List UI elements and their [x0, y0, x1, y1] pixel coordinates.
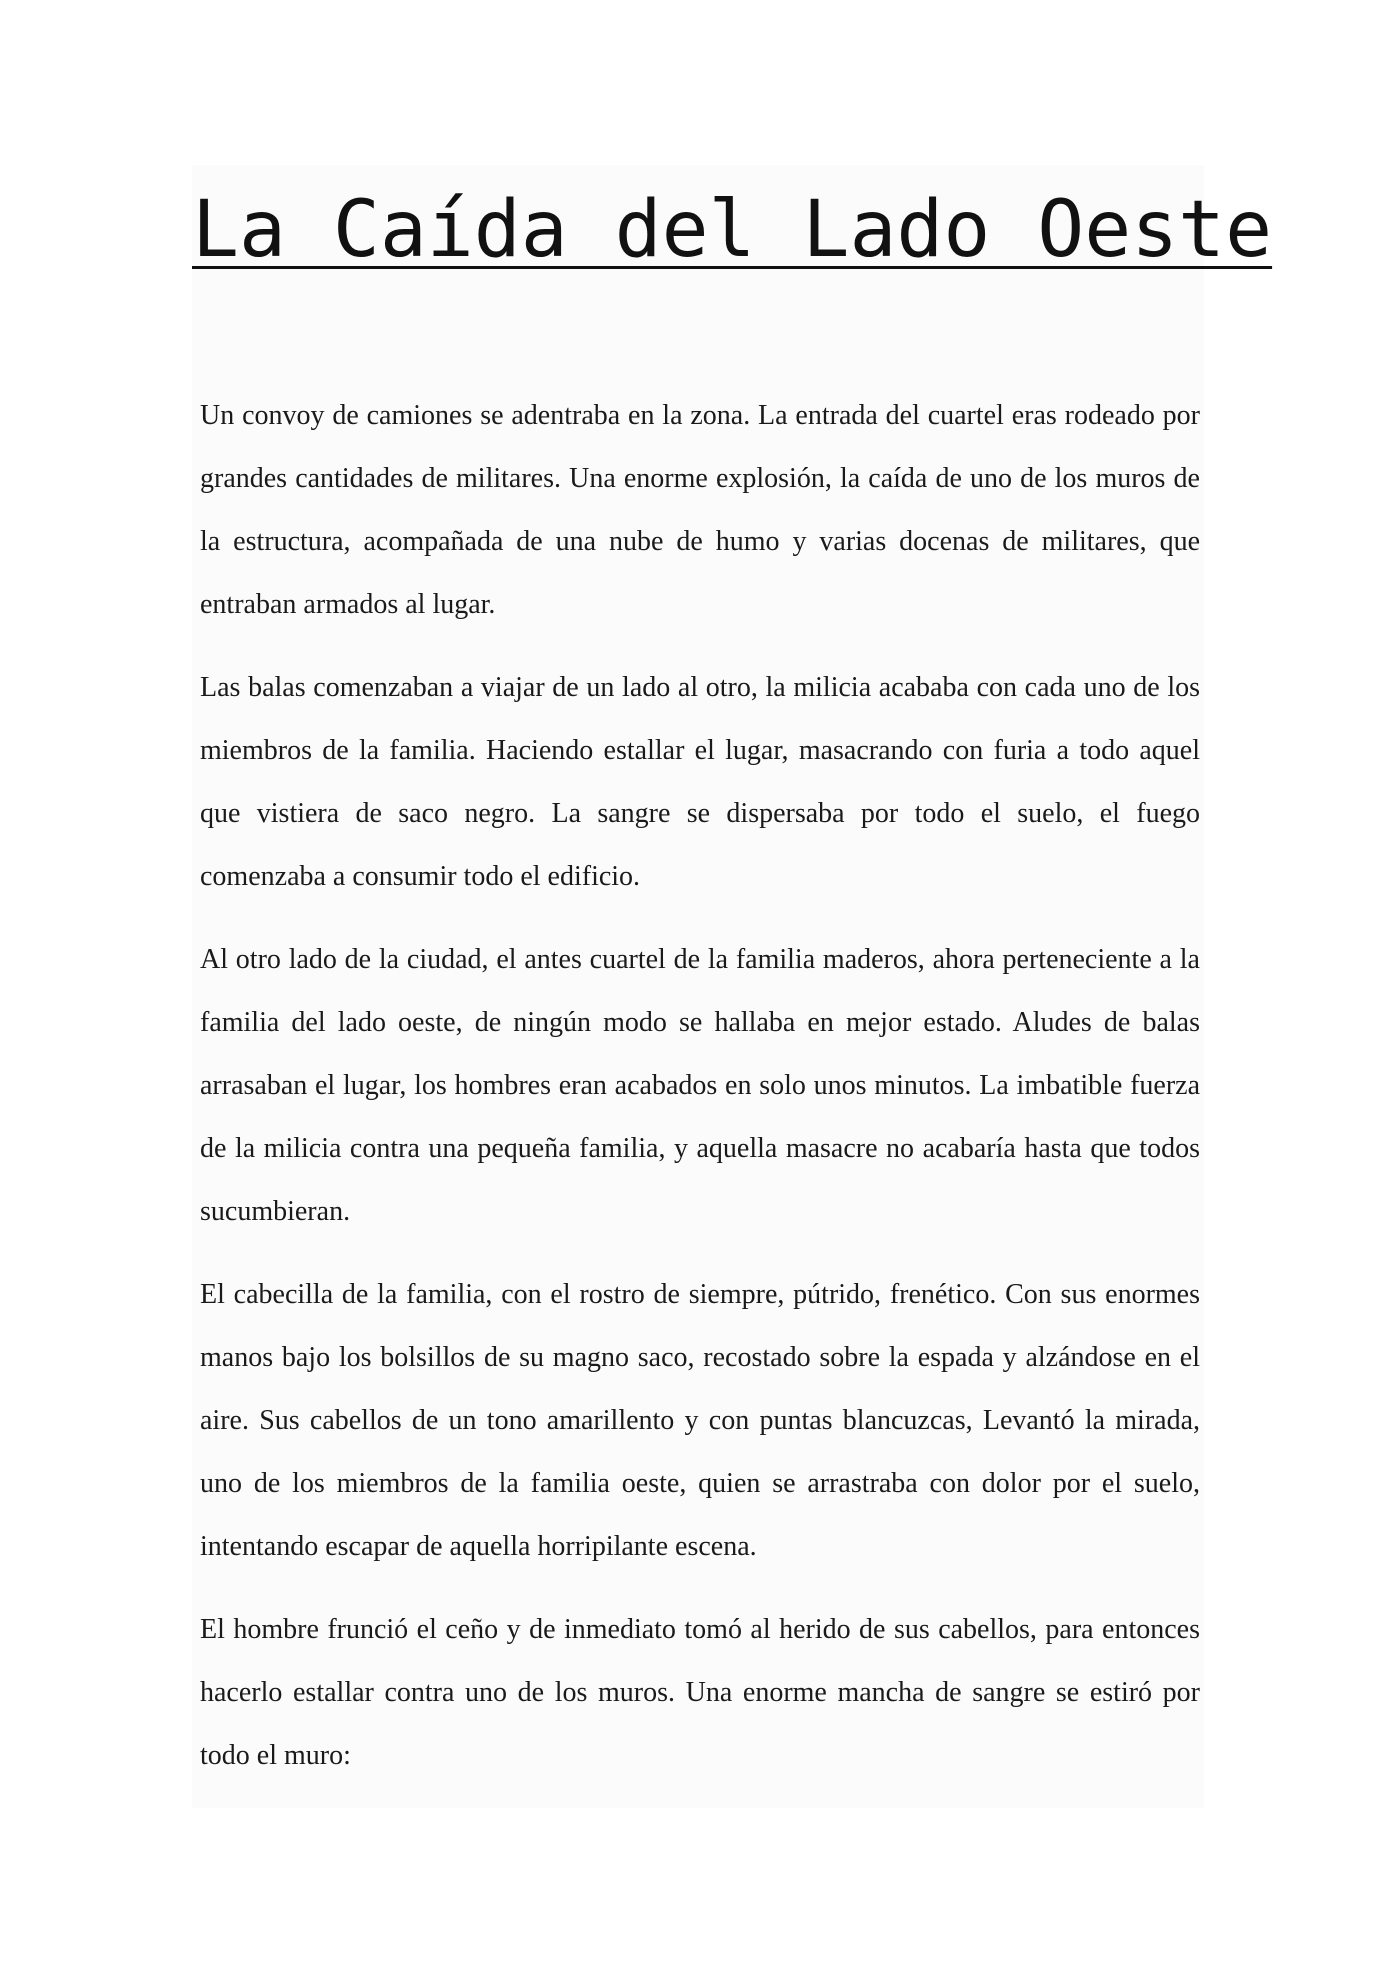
paragraph: El cabecilla de la familia, con el rostro de siempre, pútrido, frenético. Con sus enormes manos bajo los bolsillos de su magno saco, recostado sobre la espada y alzándose en el aire. Sus cabellos de un tono amarillento y con puntas blancuzcas, Levantó la mirada, uno de los miembros de la familia oeste, quien se arrastraba con dolor por el suelo, intentando escapar de aquella horripilante escena.: [200, 1279, 1200, 1562]
paragraph: Las balas comenzaban a viajar de un lado al otro, la milicia acababa con cada uno de los miembros de la familia. Haciendo estallar el lugar, masacrando con furia a todo aquel que vistiera de saco negro. La sangre se dispersaba por todo el suelo, el fuego comenzaba a consumir todo el edificio.: [200, 672, 1200, 892]
document-body: [200, 384, 1200, 1807]
paragraph: El hombre frunció el ceño y de inmediato tomó al herido de sus cabellos, para entonces hacerlo estallar contra uno de los muros. Una enorme mancha de sangre se estiró por todo el muro:: [200, 1614, 1200, 1771]
paragraph: Un convoy de camiones se adentraba en la zona. La entrada del cuartel eras rodeado por grandes cantidades de militares. Una enorme explosión, la caída de uno de los muros de la estructura, acompañada de una nube de humo y varias docenas de militares, que entraban armados al lugar.: [200, 400, 1200, 620]
document-title: La Caída del Lado Oeste: [192, 185, 1273, 275]
paragraph: Al otro lado de la ciudad, el antes cuartel de la familia maderos, ahora perteneciente a la familia del lado oeste, de ningún modo se hallaba en mejor estado. Aludes de balas arrasaban el lugar, los hombres eran acabados en solo unos minutos. La imbatible fuerza de la milicia contra una pequeña familia, y aquella masacre no acabaría hasta que todos sucumbieran.: [200, 944, 1200, 1227]
